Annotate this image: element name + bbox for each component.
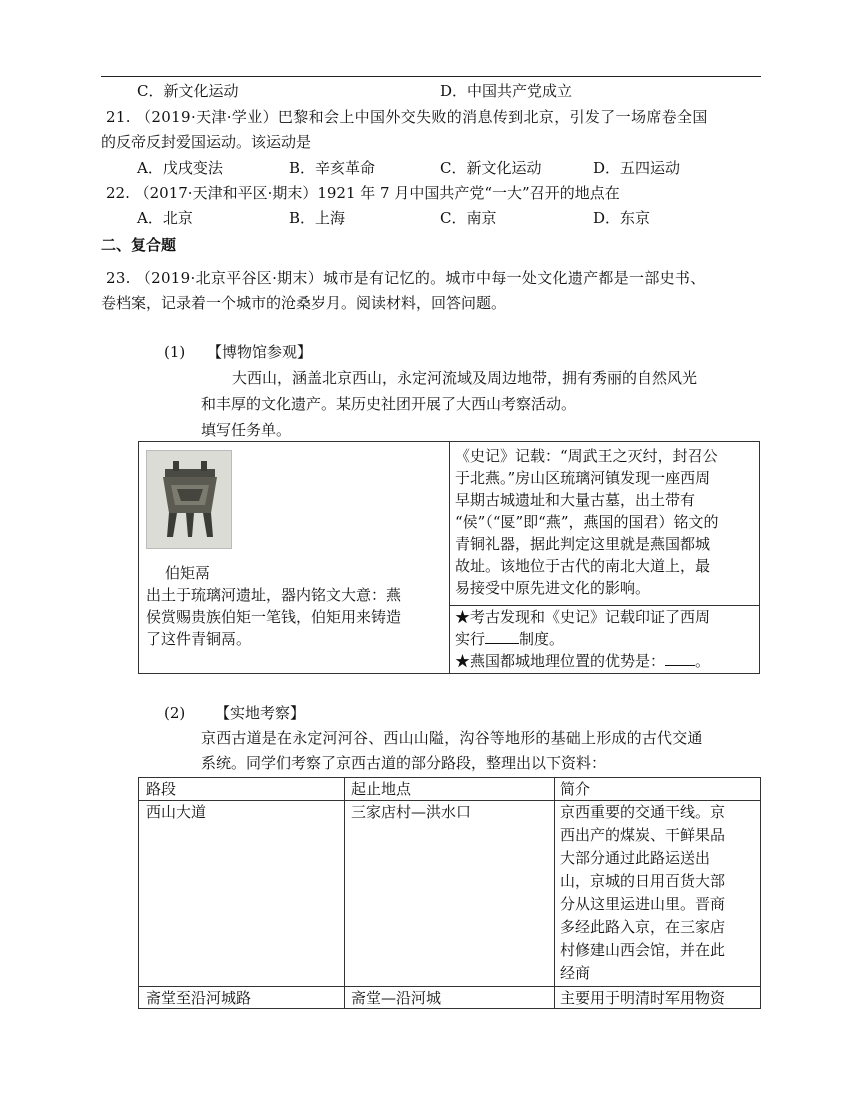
shiji-text-line2: 于北燕。”房山区琉璃河镇发现一座西周 xyxy=(455,469,711,487)
shiji-text-line7: 易接受中原先进文化的影响。 xyxy=(455,579,651,597)
header-segment: 路段 xyxy=(146,780,177,798)
task1-answer-blank[interactable] xyxy=(485,629,519,644)
q22-stem: 22. （2017·天津和平区·期末）1921 年 7 月中国共产党“一大”召开的地点在 xyxy=(106,184,620,202)
q21-stem-line2: 的反帝反封爱国运动。该运动是 xyxy=(101,133,312,151)
part1-para-line2: 和丰厚的文化遗产。某历史社团开展了大西山考察活动。 xyxy=(201,395,577,413)
row1-desc-line4: 山，京城的日用百货大部 xyxy=(560,872,726,890)
row1-desc-line2: 西出产的煤炭、干鲜果品 xyxy=(560,826,726,844)
row1-segment: 西山大道 xyxy=(146,803,207,821)
row2-desc: 主要用于明清时军用物资 xyxy=(560,989,726,1007)
row2-segment: 斋堂至沿河城路 xyxy=(146,989,252,1007)
shiji-text-line6: 故址。该地位于古代的南北大道上，最 xyxy=(455,557,711,575)
task-table xyxy=(138,441,760,674)
q22-option-c: C．南京 xyxy=(440,209,497,227)
artifact-name: 伯矩鬲 xyxy=(165,564,211,582)
task1-line1: ★考古发现和《史记》记载印证了西周 xyxy=(455,608,711,626)
artifact-desc-line3: 了这件青铜鬲。 xyxy=(146,630,252,648)
part2-para-line1: 京西古道是在永定河河谷、西山山隘，沟谷等地形的基础上形成的古代交通 xyxy=(201,729,703,747)
row1-desc-line3: 大部分通过此路运送出 xyxy=(560,849,711,867)
q21-option-b: B．辛亥革命 xyxy=(289,159,376,177)
header-route: 起止地点 xyxy=(351,780,412,798)
q22-option-b: B．上海 xyxy=(289,209,346,227)
section-heading: 二、复合题 xyxy=(101,236,177,254)
q21-stem-line1: 21. （2019·天津·学业）巴黎和会上中国外交失败的消息传到北京，引发了一场席卷全国 xyxy=(106,108,708,126)
q21-option-d: D．五四运动 xyxy=(593,159,681,177)
q21-option-a: A．戊戌变法 xyxy=(137,159,223,177)
part2-para-line2: 系统。同学们考察了京西古道的部分路段，整理出以下资料： xyxy=(201,754,607,772)
part2-title: 【实地考察】 xyxy=(215,704,306,722)
shiji-text-line5: 青铜礼器，据此判定这里就是燕国都城 xyxy=(455,535,711,553)
part2-number: (2) xyxy=(164,704,186,722)
part1-title: 【博物馆参观】 xyxy=(207,343,313,361)
part1-para-line1: 大西山，涵盖北京西山，永定河流域及周边地带，拥有秀丽的自然风光 xyxy=(232,369,698,387)
shiji-text-line3: 早期古城遗址和大量古墓，出土带有 xyxy=(455,491,696,509)
artifact-desc-line2: 侯赏赐贵族伯矩一笔钱，伯矩用来铸造 xyxy=(146,608,402,626)
row2-route: 斋堂—沿河城 xyxy=(351,989,442,1007)
task2-line: ★燕国都城地理位置的优势是： 。 xyxy=(455,652,711,670)
row1-desc-line5: 分从这里运进山里。晋商 xyxy=(560,895,726,913)
artifact-desc-line1: 出土于琉璃河遗址，器内铭文大意：燕 xyxy=(146,586,402,604)
shiji-text-line4: “侯”（“匽”即“燕”，燕国的国君）铭文的 xyxy=(455,513,719,531)
task2-answer-blank[interactable] xyxy=(665,651,695,666)
q20-option-c: C．新文化运动 xyxy=(137,82,239,100)
q23-stem-line2: 卷档案，记录着一个城市的沧桑岁月。阅读材料，回答问题。 xyxy=(101,294,507,312)
row1-desc-line8: 经商 xyxy=(560,964,591,982)
task1-line2: 实行 制度。 xyxy=(455,630,565,648)
q21-option-c: C．新文化运动 xyxy=(440,159,542,177)
bronze-vessel-icon xyxy=(146,450,232,549)
row1-route: 三家店村—洪水口 xyxy=(351,803,472,821)
q23-stem-line1: 23. （2019·北京平谷区·期末）城市是有记忆的。城市中每一处文化遗产都是一部史书、 xyxy=(106,269,706,287)
part1-para-line3: 填写任务单。 xyxy=(201,421,292,439)
header-rule xyxy=(101,76,761,77)
q22-option-d: D．东京 xyxy=(593,209,651,227)
q20-option-d: D．中国共产党成立 xyxy=(440,82,573,100)
q22-option-a: A．北京 xyxy=(137,209,193,227)
row1-desc-line6: 多经此路入京，在三家店 xyxy=(560,918,726,936)
route-table xyxy=(138,777,761,1009)
shiji-text-line1: 《史记》记载：“周武王之灭纣，封召公 xyxy=(455,447,718,465)
row1-desc-line1: 京西重要的交通干线。京 xyxy=(560,803,726,821)
header-intro: 简介 xyxy=(560,780,591,798)
row1-desc-line7: 村修建山西会馆，并在此 xyxy=(560,941,726,959)
part1-number: (1) xyxy=(164,343,186,361)
